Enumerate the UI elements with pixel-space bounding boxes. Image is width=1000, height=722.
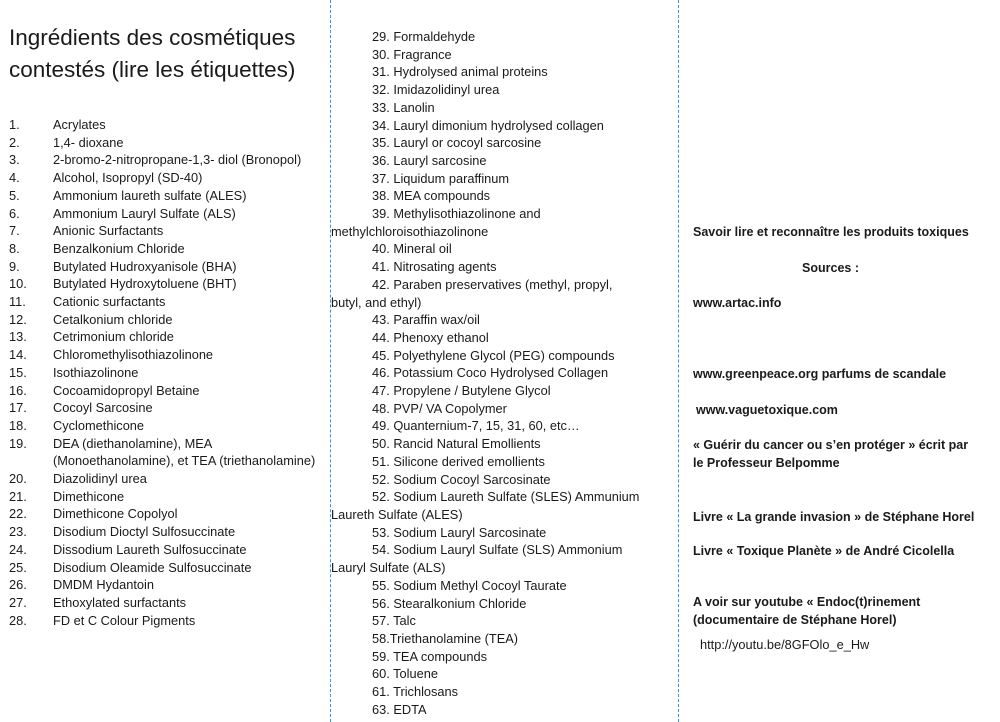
ingredient-name: Cocoyl Sarcosine <box>53 400 153 416</box>
ingredient-name: 38. MEA compounds <box>372 188 491 204</box>
ingredient-name: 49. Quanternium-7, 15, 31, 60, etc… <box>372 418 580 434</box>
ingredient-number: 1. <box>9 117 20 132</box>
ingredient-item <box>0 346 330 364</box>
ingredient-name: 47. Propylene / Butylene Glycol <box>372 383 551 399</box>
ingredient-name-continued: butyl, and ethyl) <box>331 294 422 310</box>
ingredient-item <box>0 169 330 187</box>
ingredient-number: 8. <box>9 240 20 256</box>
ingredient-name: 31. Hydrolysed animal proteins <box>372 64 548 80</box>
ingredient-name: 54. Sodium Lauryl Sulfate (SLS) Ammonium <box>372 542 623 558</box>
ingredient-item <box>0 328 330 346</box>
ingredient-name: Cyclomethicone <box>53 417 145 433</box>
ingredient-item <box>0 559 330 577</box>
ingredient-name: 45. Polyethylene Glycol (PEG) compounds <box>372 347 615 363</box>
ingredient-item <box>331 276 672 311</box>
ingredient-item <box>0 240 330 258</box>
ingredient-name: Ethoxylated surfactants <box>53 594 187 610</box>
ingredient-number: 17. <box>9 400 27 416</box>
ingredient-number: 19. <box>9 435 27 451</box>
ingredient-item <box>0 541 330 559</box>
ingredient-name: Ammonium Lauryl Sulfate (ALS) <box>53 205 236 221</box>
ingredient-item <box>0 576 330 594</box>
ingredient-name: Ammonium laureth sulfate (ALES) <box>53 187 247 203</box>
ingredient-name: Butylated Hydroxytoluene (BHT) <box>53 276 237 292</box>
greenpeace-caption: parfums de scandale <box>818 367 947 381</box>
ingredient-item <box>372 311 672 329</box>
ingredient-number: 7. <box>9 223 20 239</box>
ingredient-item <box>0 151 330 169</box>
book-belpomme-line-1: « Guérir du cancer ou s’en protéger » écrit par <box>693 438 969 452</box>
ingredient-item <box>372 46 672 64</box>
ingredient-item <box>0 382 330 400</box>
ingredient-name: Cetalkonium chloride <box>53 311 173 327</box>
ingredient-number: 16. <box>9 382 27 398</box>
ingredient-item <box>0 417 330 435</box>
ingredient-name: 34. Lauryl dimonium hydrolysed collagen <box>372 117 604 133</box>
ingredient-item <box>0 594 330 612</box>
ingredient-name: Benzalkonium Chloride <box>53 240 185 256</box>
ingredient-name: 60. Toluene <box>372 666 438 682</box>
ingredient-item <box>0 364 330 382</box>
middle-column <box>331 0 678 722</box>
ingredient-name: Dissodium Laureth Sulfosuccinate <box>53 541 247 557</box>
ingredient-number: 26. <box>9 577 27 593</box>
ingredient-item <box>0 293 330 311</box>
ingredient-number: 12. <box>9 311 27 327</box>
ingredient-item <box>372 630 672 648</box>
ingredient-name: Butylated Hudroxyanisole (BHA) <box>53 258 237 274</box>
book-toxique-planete: Livre « Toxique Planète » de André Cicolella <box>693 544 955 558</box>
youtube-url: http://youtu.be/8GFOlo_e_Hw <box>700 637 870 652</box>
ingredient-name: Disodium Dioctyl Sulfosuccinate <box>53 524 236 540</box>
ingredient-number: 13. <box>9 329 27 345</box>
ingredient-number: 20. <box>9 471 27 487</box>
greenpeace-line <box>693 365 946 383</box>
ingredient-item <box>372 665 672 683</box>
ingredient-item <box>372 329 672 347</box>
ingredient-name: 59. TEA compounds <box>372 648 488 664</box>
ingredient-name: 44. Phenoxy ethanol <box>372 329 489 345</box>
ingredient-number: 28. <box>9 612 27 628</box>
ingredient-item <box>372 683 672 701</box>
ingredient-name: 32. Imidazolidinyl urea <box>372 82 500 98</box>
ingredient-name: 57. Talc <box>372 613 416 629</box>
youtube-line-2: (documentaire de Stéphane Horel) <box>693 613 897 627</box>
ingredient-item <box>0 399 330 417</box>
ingredient-item <box>0 258 330 276</box>
ingredient-name: 52. Sodium Cocoyl Sarcosinate <box>372 471 551 487</box>
ingredient-name: 36. Lauryl sarcosine <box>372 152 487 168</box>
ingredient-name: 30. Fragrance <box>372 46 452 62</box>
ingredient-name: 58.Triethanolamine (TEA) <box>372 630 519 646</box>
ingredient-name: Diazolidinyl urea <box>53 471 147 487</box>
ingredient-name: Alcohol, Isopropyl (SD-40) <box>53 170 203 186</box>
ingredient-item <box>372 81 672 99</box>
ingredient-item <box>372 400 672 418</box>
ingredient-item <box>372 134 672 152</box>
ingredient-item <box>372 435 672 453</box>
ingredient-name: Cocoamidopropyl Betaine <box>53 382 200 398</box>
sources-heading: Savoir lire et reconnaître les produits toxiques <box>693 225 969 239</box>
page-title <box>9 22 295 86</box>
youtube-line-1: A voir sur youtube « Endoc(t)rinement <box>693 595 921 609</box>
ingredient-name: Chloromethylisothiazolinone <box>53 347 214 363</box>
ingredient-name: 53. Sodium Lauryl Sarcosinate <box>372 524 547 540</box>
ingredient-name: 35. Lauryl or cocoyl sarcosine <box>372 135 542 151</box>
ingredient-number: 9. <box>9 258 20 274</box>
ingredient-item <box>0 205 330 223</box>
ingredient-name: 43. Paraffin wax/oil <box>372 312 480 328</box>
artac-site: www.artac.info <box>693 296 782 310</box>
ingredient-number: 25. <box>9 559 27 575</box>
ingredient-name: 52. Sodium Laureth Sulfate (SLES) Ammunium <box>372 489 640 505</box>
ingredient-item <box>0 275 330 293</box>
ingredient-item <box>372 187 672 205</box>
ingredient-name: 48. PVP/ VA Copolymer <box>372 400 507 416</box>
ingredient-item <box>372 417 672 435</box>
ingredient-item <box>372 577 672 595</box>
ingredient-name: 40. Mineral oil <box>372 241 452 257</box>
ingredient-name: 39. Methylisothiazolinone and <box>372 206 541 222</box>
ingredient-item <box>372 364 672 382</box>
ingredient-item <box>372 471 672 489</box>
ingredient-number: 21. <box>9 488 27 504</box>
book-belpomme-line-2: le Professeur Belpomme <box>693 456 840 470</box>
ingredient-name: Cetrimonium chloride <box>53 329 174 345</box>
book-belpomme <box>693 436 968 472</box>
ingredient-item <box>372 648 672 666</box>
ingredient-name: 37. Liquidum paraffinum <box>372 170 510 186</box>
ingredient-number: 27. <box>9 594 27 610</box>
ingredient-item <box>0 311 330 329</box>
ingredient-name: 56. Stearalkonium Chloride <box>372 595 527 611</box>
ingredient-number: 18. <box>9 417 27 433</box>
ingredient-item <box>0 134 330 152</box>
ingredient-number: 3. <box>9 152 20 168</box>
ingredient-number: 24. <box>9 541 27 557</box>
ingredient-name: 42. Paraben preservatives (methyl, propyl, <box>372 276 613 292</box>
ingredient-item <box>0 523 330 541</box>
ingredient-name: Disodium Oleamide Sulfosuccinate <box>53 559 252 575</box>
ingredient-name: Cationic surfactants <box>53 294 166 310</box>
ingredient-item <box>0 505 330 523</box>
ingredient-number: 2. <box>9 134 20 150</box>
ingredient-item <box>0 116 330 134</box>
ingredient-name: 50. Rancid Natural Emollients <box>372 436 541 452</box>
ingredient-name: 29. Formaldehyde <box>372 29 476 44</box>
ingredient-number: 22. <box>9 506 27 522</box>
ingredient-name: 2-bromo-2-nitropropane-1,3- diol (Bronopol) <box>53 152 302 168</box>
ingredient-name-continued: Laureth Sulfate (ALES) <box>331 506 463 522</box>
ingredient-number: 11. <box>9 294 26 310</box>
ingredient-item <box>0 612 330 630</box>
ingredient-number: 10. <box>9 276 27 292</box>
left-column <box>0 0 330 722</box>
ingredient-item <box>0 435 330 470</box>
ingredient-name: FD et C Colour Pigments <box>53 612 196 628</box>
ingredient-item <box>0 187 330 205</box>
ingredient-item <box>372 258 672 276</box>
ingredient-name: 51. Silicone derived emollients <box>372 453 545 469</box>
sources-label: Sources : <box>802 261 859 275</box>
title-line-1: Ingrédients des cosmétiques <box>9 25 296 50</box>
ingredient-item <box>331 205 672 240</box>
ingredient-item <box>372 240 672 258</box>
ingredient-name: Dimethicone <box>53 488 125 504</box>
ingredient-number: 23. <box>9 524 27 540</box>
book-grande-invasion: Livre « La grande invasion » de Stéphane Horel <box>693 510 975 524</box>
ingredient-name: 46. Potassium Coco Hydrolysed Collagen <box>372 365 609 381</box>
ingredient-item <box>331 541 672 576</box>
ingredient-item <box>372 382 672 400</box>
ingredient-name-continued: methylchloroisothiazolinone <box>331 223 489 239</box>
ingredient-number: 4. <box>9 170 20 186</box>
ingredient-item <box>331 488 672 523</box>
ingredient-name: DEA (diethanolamine), MEA (Monoethanolamine), et TEA (triethanolamine) <box>53 435 316 469</box>
ingredient-number: 6. <box>9 205 20 221</box>
ingredient-number: 14. <box>9 347 27 363</box>
ingredient-item <box>372 347 672 365</box>
ingredient-item <box>372 117 672 135</box>
ingredient-name: 55. Sodium Methyl Cocoyl Taurate <box>372 577 567 593</box>
ingredient-item <box>372 63 672 81</box>
ingredient-name: 1,4- dioxane <box>53 134 124 150</box>
greenpeace-link[interactable]: www.greenpeace.org <box>693 367 819 381</box>
title-line-2: contestés (lire les étiquettes) <box>9 57 296 82</box>
ingredient-item <box>0 488 330 506</box>
ingredient-name: DMDM Hydantoin <box>53 577 154 593</box>
ingredient-name: Acrylates <box>53 117 106 132</box>
ingredient-item <box>372 701 672 719</box>
sources-column <box>679 0 1000 722</box>
ingredient-item <box>372 524 672 542</box>
ingredient-list-left <box>0 116 330 629</box>
ingredient-name: Isothiazolinone <box>53 364 139 380</box>
ingredient-name: Anionic Surfactants <box>53 223 164 239</box>
ingredient-name: 41. Nitrosating agents <box>372 259 497 275</box>
ingredient-item <box>372 28 672 46</box>
ingredient-number: 5. <box>9 187 20 203</box>
ingredient-name-continued: Lauryl Sulfate (ALS) <box>331 560 446 576</box>
ingredient-name: 61. Trichlosans <box>372 684 459 700</box>
youtube-note <box>693 593 920 629</box>
ingredient-number: 15. <box>9 364 27 380</box>
ingredient-name: 63. EDTA <box>372 701 427 717</box>
ingredient-item <box>372 595 672 613</box>
ingredient-item <box>372 99 672 117</box>
ingredient-name: 33. Lanolin <box>372 99 435 115</box>
ingredient-item <box>0 222 330 240</box>
vaguetoxique-site: www.vaguetoxique.com <box>696 403 838 417</box>
ingredient-item <box>372 152 672 170</box>
ingredient-item <box>372 453 672 471</box>
ingredient-item <box>0 470 330 488</box>
ingredient-item <box>372 170 672 188</box>
ingredient-item <box>372 612 672 630</box>
ingredient-list-middle <box>331 28 672 718</box>
ingredient-name: Dimethicone Copolyol <box>53 506 178 522</box>
